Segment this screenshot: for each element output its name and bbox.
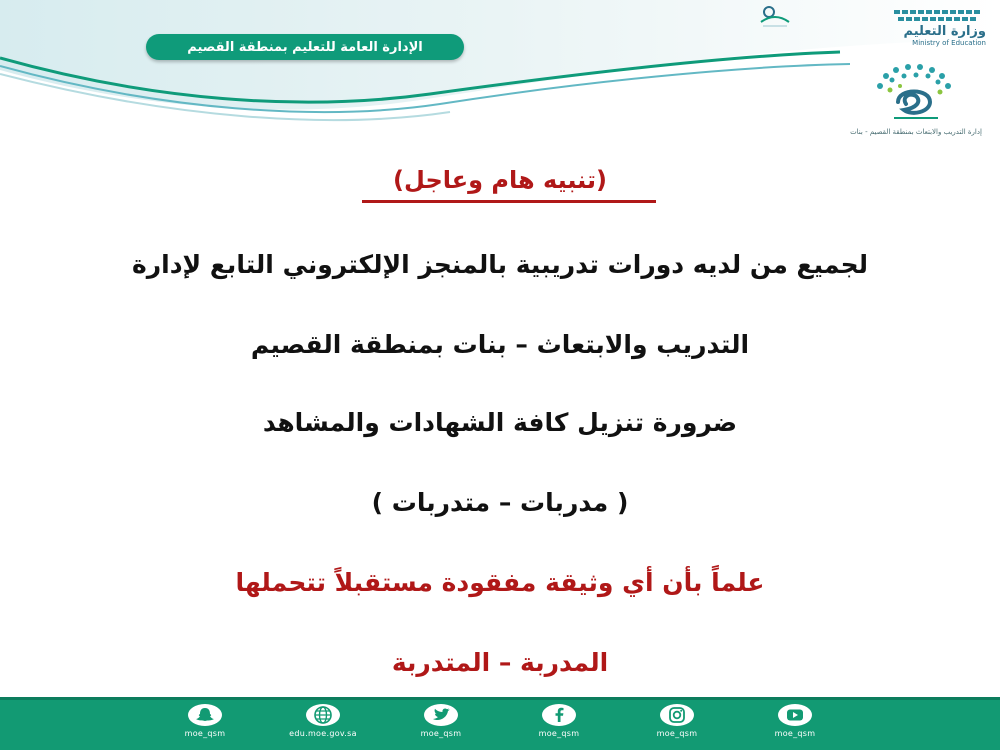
department-banner: الإدارة العامة للتعليم بمنطقة القصيم — [146, 34, 464, 60]
social-youtube[interactable] — [740, 703, 850, 738]
notice-warning-line-2: المدربة – المتدربة — [391, 648, 609, 677]
ministry-name-ar: وزارة التعليم — [903, 24, 986, 39]
training-logo-mark-icon — [846, 62, 986, 126]
notice-line-1: لجميع من لديه دورات تدريبية بالمنجز الإلكتروني التابع لإدارة — [131, 250, 869, 279]
globe-icon — [305, 703, 341, 727]
social-twitter-label: moe_qsm — [420, 729, 462, 738]
notice-warning-line-1: علماً بأن أي وثيقة مفقودة مستقبلاً تتحملها — [235, 568, 765, 597]
facebook-icon — [541, 703, 577, 727]
snapchat-icon — [187, 703, 223, 727]
youtube-icon — [777, 703, 813, 727]
social-instagram-label: moe_qsm — [656, 729, 698, 738]
social-youtube-label: moe_qsm — [774, 729, 816, 738]
notice-title: (تنبيه هام وعاجل) — [393, 166, 607, 194]
social-instagram[interactable] — [622, 703, 732, 738]
header — [0, 0, 1000, 135]
vision-emblem-icon — [755, 4, 795, 30]
social-facebook[interactable] — [504, 703, 614, 738]
notice-content — [0, 150, 1000, 690]
notice-line-2: التدريب والابتعاث – بنات بمنطقة القصيم — [250, 330, 750, 359]
social-snapchat-label: moe_qsm — [184, 729, 226, 738]
social-website[interactable] — [268, 703, 378, 738]
notice-line-4: ( مدربات – متدربات ) — [371, 488, 629, 517]
notice-line-3: ضرورة تنزيل كافة الشهادات والمشاهد — [262, 408, 738, 437]
instagram-icon — [659, 703, 695, 727]
twitter-icon — [423, 703, 459, 727]
training-department-logo — [846, 62, 986, 140]
social-facebook-label: moe_qsm — [538, 729, 580, 738]
ministry-logo-mark-icon — [894, 8, 984, 24]
notice-title-underline — [362, 200, 656, 203]
footer-social-bar — [0, 697, 1000, 750]
training-logo-caption: إدارة التدريب والابتعاث بمنطقة القصيم - بنات — [850, 128, 982, 136]
ministry-name-en: Ministry of Education — [912, 39, 986, 47]
ministry-logo — [836, 6, 986, 46]
social-snapchat[interactable] — [150, 703, 260, 738]
social-website-label: edu.moe.gov.sa — [289, 729, 357, 738]
social-twitter[interactable] — [386, 703, 496, 738]
